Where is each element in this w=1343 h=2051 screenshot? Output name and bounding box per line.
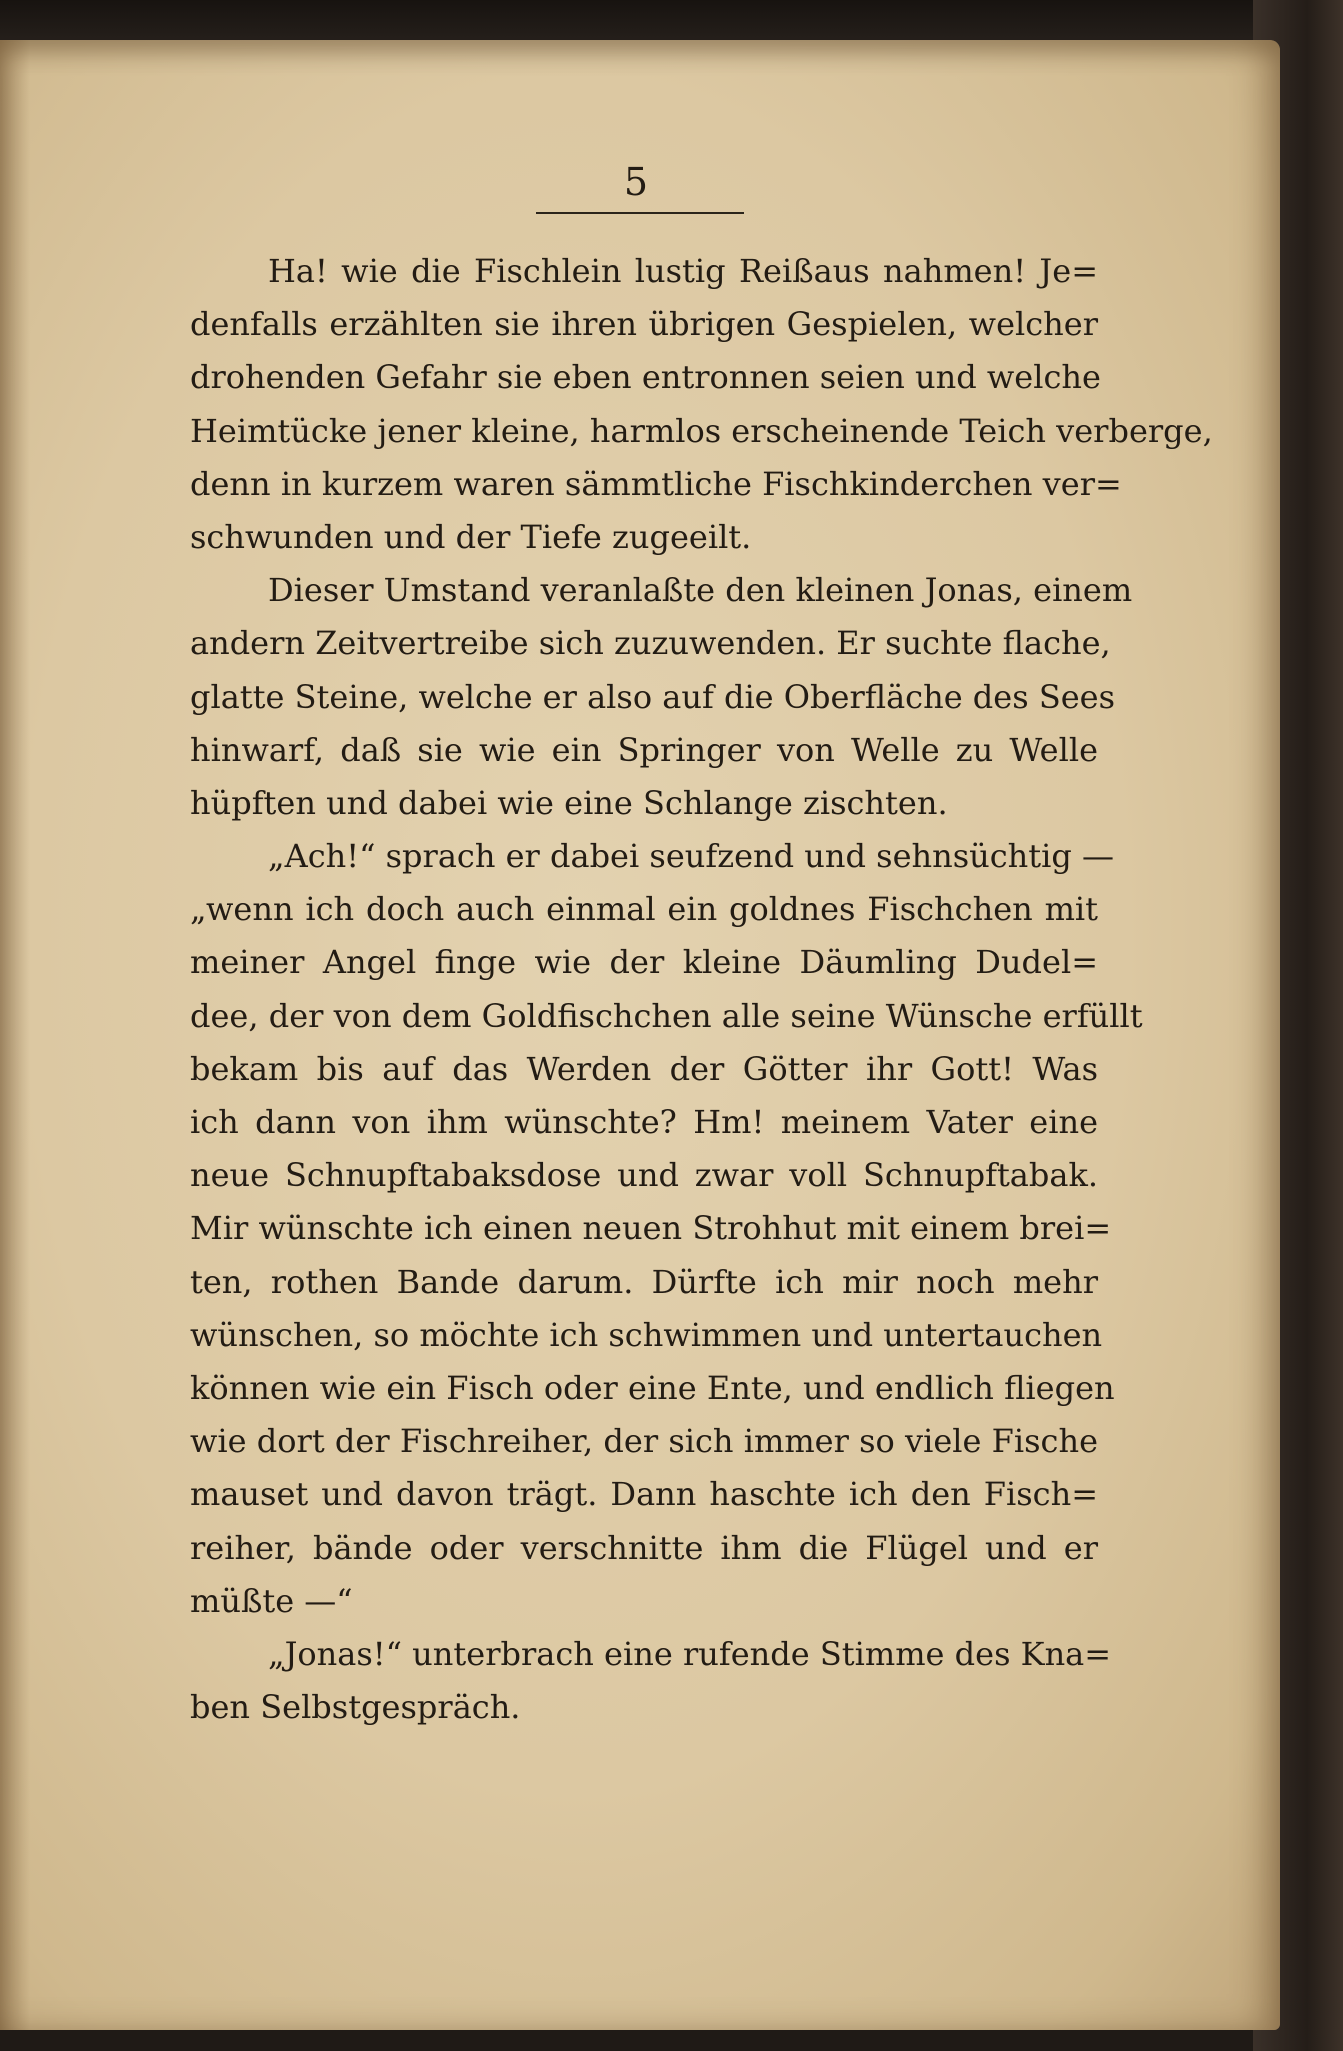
text-line: hüpften und dabei wie eine Schlange zischten.: [190, 783, 948, 822]
text-line: denn in kurzem waren sämmtliche Fischkinderchen ver=: [190, 464, 1122, 503]
text-line: bekam bis auf das Werden der Götter ihr Gott! Was: [190, 1049, 1098, 1088]
text-line: „Ach!“ sprach er dabei seufzend und sehnsüchtig —: [268, 837, 1115, 876]
text-line: „wenn ich doch auch einmal ein goldnes Fischchen mit: [190, 890, 1098, 929]
text-line: dee, der von dem Goldfischchen alle seine Wünsche erfüllt: [190, 996, 1143, 1035]
text-line: ich dann von ihm wünschte? Hm! meinem Vater eine: [190, 1103, 1098, 1141]
text-line: müßte —“: [190, 1581, 353, 1620]
text-line: ten, rothen Bande darum. Dürfte ich mir noch mehr: [190, 1262, 1098, 1301]
text-line: können wie ein Fisch oder eine Ente, und endlich fliegen: [190, 1368, 1115, 1407]
page-number: 5: [623, 160, 649, 204]
text-line: meiner Angel finge wie der kleine Däumling Dudel=: [190, 943, 1098, 982]
spine-shadow: [0, 40, 30, 2030]
text-line: schwunden und der Tiefe zugeeilt.: [190, 517, 752, 556]
text-line: mauset und davon trägt. Dann haschte ich den Fisch=: [190, 1475, 1098, 1514]
text-line: ben Selbstgespräch.: [190, 1688, 521, 1727]
text-line: Dieser Umstand veranlaßte den kleinen Jonas, einem: [268, 571, 1133, 610]
text-line: reiher, bände oder verschnitte ihm die Flügel und er: [190, 1528, 1098, 1567]
text-line: wünschen, so möchte ich schwimmen und untertauchen: [190, 1315, 1103, 1354]
text-line: Heimtücke jener kleine, harmlos erscheinende Teich verberge,: [190, 411, 1213, 450]
text-line: denfalls erzählten sie ihren übrigen Gespielen, welcher: [190, 305, 1098, 344]
text-line: drohenden Gefahr sie eben entronnen seien und welche: [190, 358, 1101, 397]
text-line: glatte Steine, welche er also auf die Oberfläche des Sees: [190, 677, 1116, 716]
body-text: [190, 245, 1213, 1734]
header-rule: [536, 212, 744, 214]
text-line: Ha! wie die Fischlein lustig Reißaus nahmen! Je=: [268, 252, 1098, 290]
text-line: neue Schnupftabaksdose und zwar voll Schnupftabak.: [190, 1156, 1098, 1195]
text-line: andern Zeitvertreibe sich zuzuwenden. Er suchte flache,: [190, 624, 1111, 663]
text-line: wie dort der Fischreiher, der sich immer so viele Fische: [190, 1422, 1098, 1461]
text-line: Mir wünschte ich einen neuen Strohhut mit einem brei=: [190, 1209, 1112, 1248]
text-line: „Jonas!“ unterbrach eine rufende Stimme des Kna=: [268, 1634, 1112, 1673]
text-line: hinwarf, daß sie wie ein Springer von Welle zu Welle: [190, 730, 1098, 769]
